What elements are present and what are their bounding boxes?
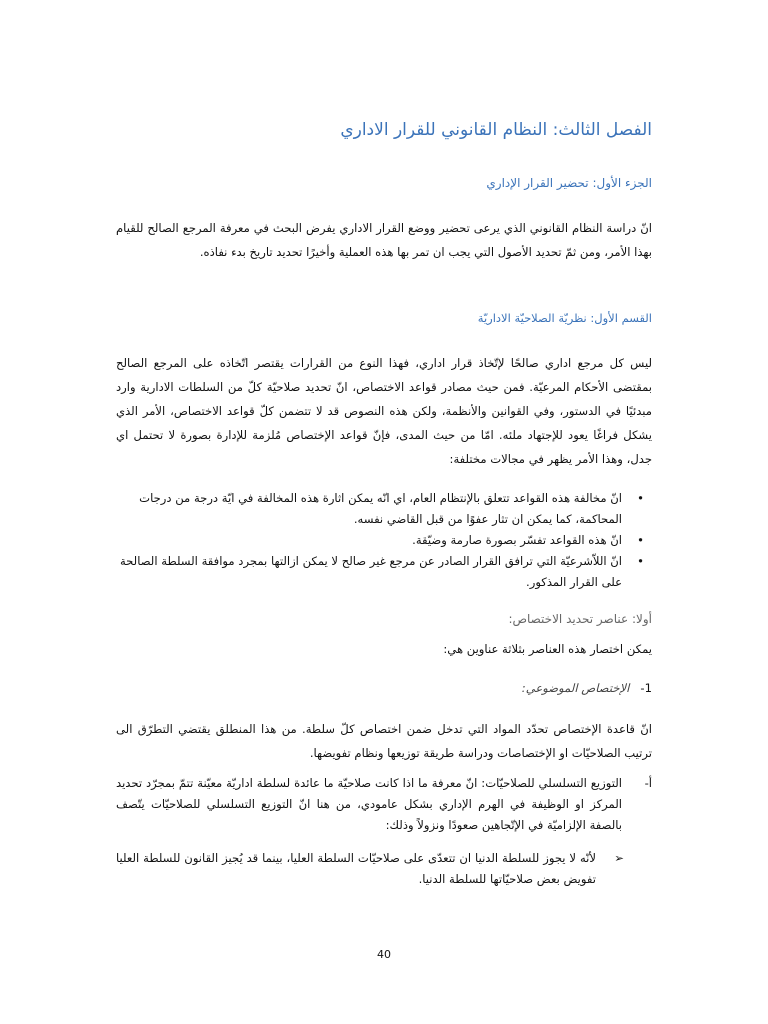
list-item	[116, 530, 644, 551]
list-item-text: انّ اللاّشرعيّة التي ترافق القرار الصادر عن مرجع غير صالح لا يمكن ازالتها بمجرد موافقة السلطة الصالحة على القرار المذكور.	[119, 554, 622, 589]
item-label: الإختصاص الموضوعي:	[521, 681, 630, 695]
arrow-item	[116, 848, 652, 890]
page-number: 40	[377, 948, 391, 961]
numbered-item	[116, 681, 652, 695]
bullet-icon: •	[637, 491, 644, 505]
list-item-text: انّ مخالفة هذه القواعد تتعلق بالإنتظام العام، اي انّه يمكن اثارة هذه المخالفة في ايّة درجة من درجات المحاكمة، كما يمكن ان تثار عفوًا من قبل القاضي نفسه.	[139, 491, 622, 526]
list-item-text: انّ هذه القواعد تفسّر بصورة صارمة وضيّقة.	[412, 533, 622, 547]
sub-item	[116, 773, 652, 836]
arrow-item-text: لأنّه لا يجوز للسلطة الدنيا ان تتعدّى على صلاحيّات السلطة العليا، بينما قد يُجيز القانون للسلطة العليا تفويض بعض صلاحيّاتها للسلطة الدنيا.	[116, 851, 596, 886]
bullet-icon: •	[637, 554, 644, 568]
part-title: الجزء الأول: تحضير القرار الإداري	[486, 176, 652, 190]
bullet-icon: •	[637, 533, 644, 547]
bullet-list	[116, 488, 652, 593]
numbered-paragraph: انّ قاعدة الإختصاص تحدّد المواد التي تدخل ضمن اختصاص كلّ سلطة. من هذا المنطلق يقتضي التطرّق الى ترتيب الصلاحيّات او الإختصاصات ودراسة طريقة توزيعها ونظام تفويضها.	[116, 722, 652, 760]
list-item	[116, 488, 644, 530]
intro-paragraph: انّ دراسة النظام القانوني الذي يرعى تحضير ووضع القرار الاداري يفرض البحث في معرفة المرجع الصالح للقيام بهذا الأمر، ومن ثمّ تحديد الأصول التي يجب ان تمر بها هذه العملية وأخيرًا تحديد تاريخ بدء نفاذه.	[116, 221, 652, 259]
subsection-title: أولا: عناصر تحديد الاختصاص:	[508, 612, 652, 626]
section-title: القسم الأول: نظريّة الصلاحيّة الاداريّة	[477, 311, 652, 325]
sub-item-text: التوزيع التسلسلي للصلاحيّات: انّ معرفة ما اذا كانت صلاحيّة ما عائدة لسلطة اداريّة معيّنة تتمّ بمجرّد تحديد المركز او الوظيفة في الهرم الإداري بشكل عامودي، من هنا انّ التوزيع التسلسلي للصلاحيّات يتّصف بالصفة الإلزاميّة في الإتّجاهين صعودًا ونزولاً وذلك:	[116, 776, 622, 832]
chapter-title: الفصل الثالث: النظام القانوني للقرار الاداري	[340, 120, 652, 140]
sub-item-marker: أ-	[644, 776, 652, 790]
arrow-icon: ➢	[614, 851, 624, 865]
list-item	[116, 551, 644, 593]
item-number: 1-	[640, 681, 652, 695]
subsection-intro: يمكن اختصار هذه العناصر بثلاثة عناوين هي:	[443, 642, 652, 656]
theory-paragraph: ليس كل مرجع اداري صالحًا لإتّخاذ قرار اداري، فهذا النوع من القرارات يقتصر اتّخاذه على المرجع الصالح بمقتضى الأحكام المرعيّة. فمن حيث مصادر قواعد الاختصاص، انّ تحديد صلاحيّة كلّ من السلطات الادارية وارد مبدئيًا في الدستور، وفي القوانين والأنظمة، ولكن هذه النصوص قد لا تتضمن كلّ قواعد الاختصاص، الأمر الذي يشكل فراغًا يعود للإجتهاد ملئه. امّا من حيث المدى، فإنّ قواعد الإختصاص مُلزمة للإدارة بصورة لا تحتمل اي جدل، وهذا الأمر يظهر في مجالات مختلفة:	[116, 356, 652, 466]
